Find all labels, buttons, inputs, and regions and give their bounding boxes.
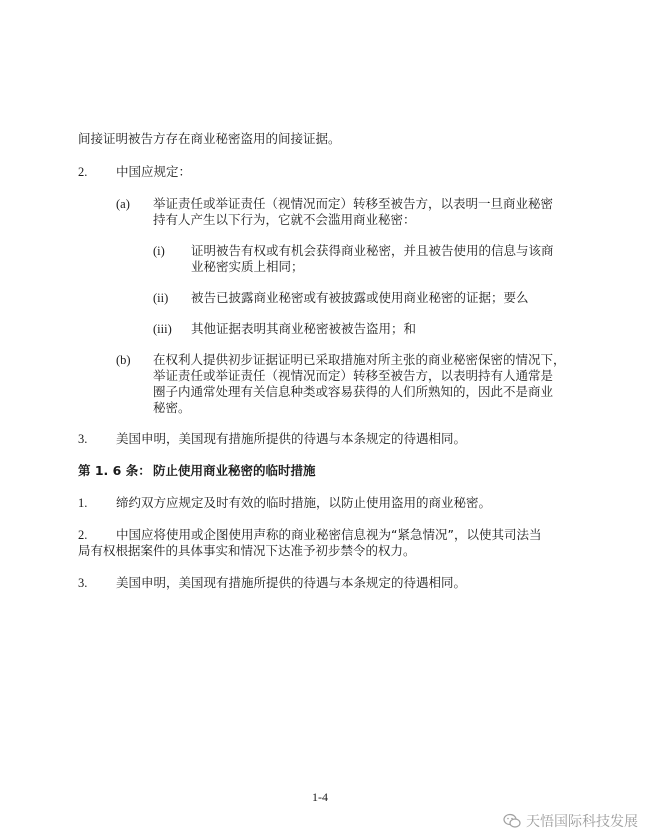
article-item-2-number: 2. xyxy=(78,528,88,542)
item-2a-i-line-2: 业秘密实质上相同； xyxy=(191,259,304,274)
article-item-2-line-1: 中国应将使用或企图使用声称的商业秘密信息视为“紧急情况”，以使其司法当 xyxy=(116,527,542,542)
watermark xyxy=(503,811,638,831)
article-label: 第 1. 6 条： xyxy=(78,463,151,478)
article-item-1-number: 1. xyxy=(78,496,88,510)
article-title: 防止使用商业秘密的临时措施 xyxy=(153,463,316,478)
item-2-number: 2. xyxy=(78,165,88,179)
item-2a-line-2: 持有人产生以下行为，它就不会滥用商业秘密： xyxy=(153,212,416,227)
item-2a-ii-label: (ii) xyxy=(153,291,169,305)
item-2b-label: (b) xyxy=(116,353,131,367)
page-number: 1-4 xyxy=(312,790,328,804)
item-3-number: 3. xyxy=(78,432,88,446)
item-3-text: 美国申明，美国现有措施所提供的待遇与本条规定的待遇相同。 xyxy=(116,431,467,446)
watermark-text: 天悟国际科技发展 xyxy=(526,814,638,830)
article-item-3-number: 3. xyxy=(78,576,88,590)
article-item-3-text: 美国申明，美国现有措施所提供的待遇与本条规定的待遇相同。 xyxy=(116,575,467,590)
item-2a-i-line-1: 证明被告有权或有机会获得商业秘密，并且被告使用的信息与该商 xyxy=(191,243,554,258)
item-2b-line-4: 秘密。 xyxy=(153,400,191,415)
article-item-2-line-2: 局有权根据案件的具体事实和情况下达准予初步禁令的权力。 xyxy=(78,543,416,558)
item-2b-line-1: 在权利人提供初步证据证明已采取措施对所主张的商业秘密保密的情况下， xyxy=(153,352,566,367)
item-2a-label: (a) xyxy=(116,197,130,211)
item-2a-iii-line-1: 其他证据表明其商业秘密被被告盗用；和 xyxy=(191,321,417,336)
item-2a-iii-label: (iii) xyxy=(153,322,172,336)
item-2b-line-2: 举证责任或举证责任（视情况而定）转移至被告方，以表明持有人通常是 xyxy=(153,368,554,383)
intro-text: 间接证明被告方存在商业秘密盗用的间接证据。 xyxy=(78,131,341,146)
item-2a-ii-line-1: 被告已披露商业秘密或有被披露或使用商业秘密的证据；要么 xyxy=(191,290,529,305)
article-item-1-text: 缔约双方应规定及时有效的临时措施，以防止使用盗用的商业秘密。 xyxy=(116,495,492,510)
item-2a-line-1: 举证责任或举证责任（视情况而定）转移至被告方，以表明一旦商业秘密 xyxy=(153,196,554,211)
item-2-text: 中国应规定： xyxy=(116,164,192,179)
item-2b-line-3: 圈子内通常处理有关信息种类或容易获得的人们所熟知的，因此不是商业 xyxy=(153,384,554,399)
wechat-icon xyxy=(503,813,521,829)
item-2a-i-label: (i) xyxy=(153,244,165,258)
